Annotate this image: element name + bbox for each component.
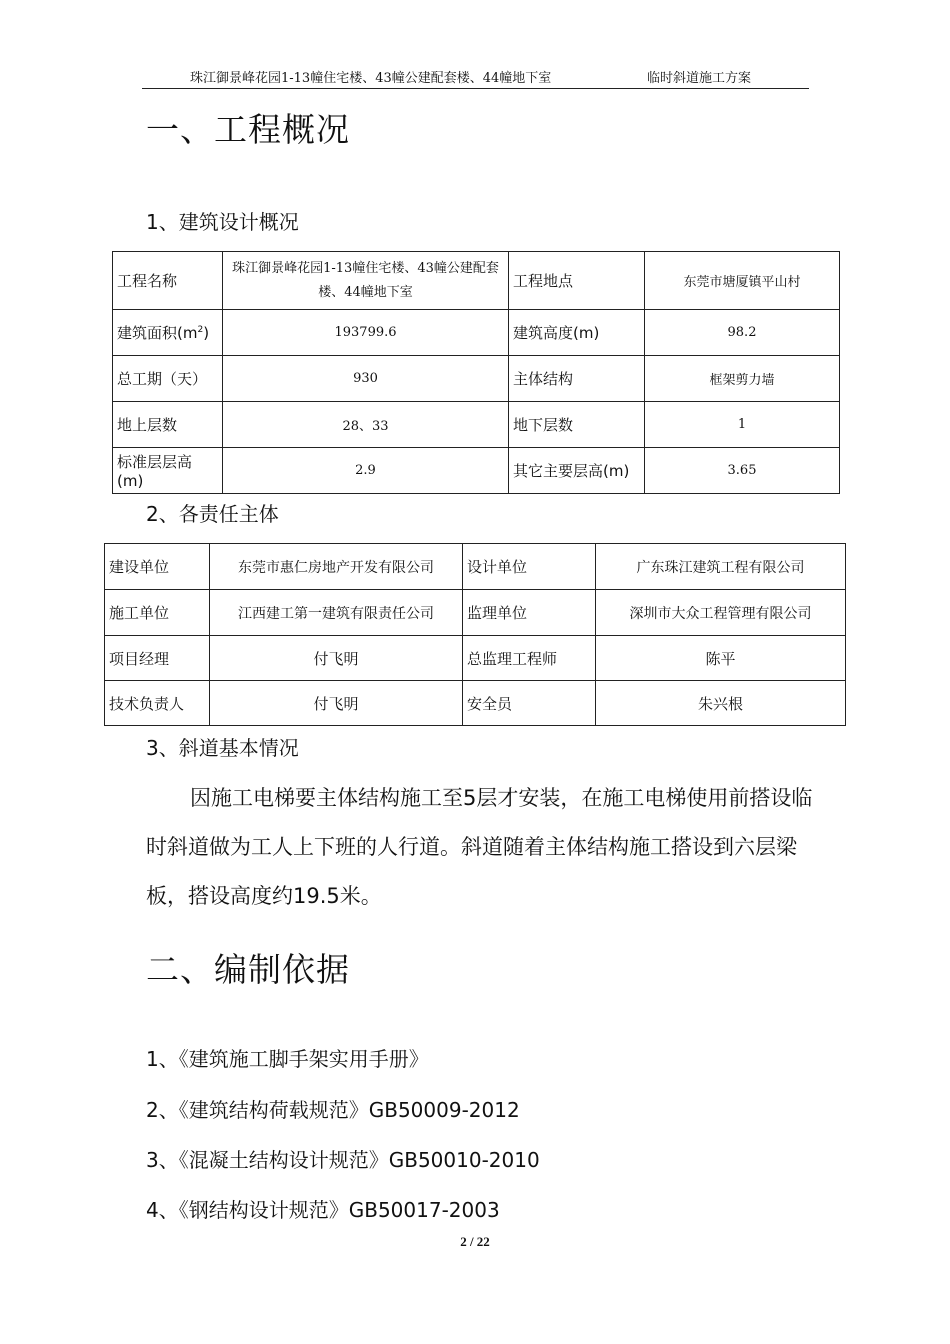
table-cell: 安全员: [463, 681, 596, 726]
table-cell: 深圳市大众工程管理有限公司: [596, 590, 846, 636]
table-cell: 地下层数: [509, 402, 645, 448]
table-row: [113, 252, 840, 310]
area-label-close: ): [203, 324, 210, 342]
table-cell: 主体结构: [509, 356, 645, 402]
page-header: [142, 70, 809, 89]
building-overview-table: [112, 251, 840, 494]
page-number: 2 / 22: [460, 1234, 490, 1249]
reference-item: 4、《钢结构设计规范》GB50017-2003: [146, 1198, 500, 1222]
table-cell: 3.65: [645, 448, 840, 494]
table-row: [105, 544, 846, 590]
section-2-title: 二、编制依据: [146, 950, 350, 989]
area-label: 建筑面积(m: [117, 324, 198, 342]
table-cell: 1: [645, 402, 840, 448]
responsible-parties-table: [104, 543, 846, 726]
table-cell: 建筑高度(m): [509, 310, 645, 356]
table-cell: 东莞市塘厦镇平山村: [645, 252, 840, 310]
reference-item: 1、《建筑施工脚手架实用手册》: [146, 1047, 429, 1071]
table-cell: 广东珠江建筑工程有限公司: [596, 544, 846, 590]
table-cell: 193799.6: [223, 310, 509, 356]
subsection-1-title: 1、建筑设计概况: [146, 210, 299, 234]
table-cell: 930: [223, 356, 509, 402]
table-cell: 建设单位: [105, 544, 210, 590]
table-cell: 施工单位: [105, 590, 210, 636]
table-row: [113, 448, 840, 494]
section-1-title: 一、工程概况: [146, 110, 350, 149]
area-unit-superscript: 2: [197, 325, 204, 335]
table-cell: 付飞明: [210, 636, 463, 681]
table-cell: 98.2: [645, 310, 840, 356]
reference-item: 3、《混凝土结构设计规范》GB50010-2010: [146, 1148, 540, 1172]
table-cell: 28、33: [223, 402, 509, 448]
reference-item: 2、《建筑结构荷载规范》GB50009-2012: [146, 1098, 520, 1122]
table-cell: 江西建工第一建筑有限责任公司: [210, 590, 463, 636]
table-row: [113, 356, 840, 402]
table-cell: 2.9: [223, 448, 509, 494]
table-cell: [113, 310, 223, 356]
table-cell: 付飞明: [210, 681, 463, 726]
table-cell: 技术负责人: [105, 681, 210, 726]
table-cell: 工程地点: [509, 252, 645, 310]
header-doc-title: 临时斜道施工方案: [647, 71, 752, 86]
ramp-description-text: 因施工电梯要主体结构施工至5层才安装，在施工电梯使用前搭设临时斜道做为工人上下班的人行道。斜道随着主体结构施工搭设到六层梁板，搭设高度约19.5米。: [146, 786, 813, 908]
table-cell: 工程名称: [113, 252, 223, 310]
table-cell: 框架剪力墙: [645, 356, 840, 402]
header-project-name: 珠江御景峰花园1-13幢住宅楼、43幢公建配套楼、44幢地下室: [190, 71, 552, 86]
table-cell: 项目经理: [105, 636, 210, 681]
table-cell: 其它主要层高(m): [509, 448, 645, 494]
table-cell: 珠江御景峰花园1-13幢住宅楼、43幢公建配套楼、44幢地下室: [223, 252, 509, 310]
subsection-3-title: 3、斜道基本情况: [146, 736, 299, 760]
table-row: [113, 402, 840, 448]
table-cell: 朱兴根: [596, 681, 846, 726]
table-cell: 标准层层高(m): [113, 448, 223, 494]
table-row: [113, 310, 840, 356]
table-cell: 监理单位: [463, 590, 596, 636]
table-cell: 总监理工程师: [463, 636, 596, 681]
table-cell: 地上层数: [113, 402, 223, 448]
table-cell: 设计单位: [463, 544, 596, 590]
table-row: [105, 681, 846, 726]
table-cell: 总工期（天）: [113, 356, 223, 402]
subsection-2-title: 2、各责任主体: [146, 502, 279, 526]
table-cell: 东莞市惠仁房地产开发有限公司: [210, 544, 463, 590]
ramp-description-paragraph: [146, 774, 816, 921]
table-cell: 陈平: [596, 636, 846, 681]
table-row: [105, 636, 846, 681]
table-row: [105, 590, 846, 636]
